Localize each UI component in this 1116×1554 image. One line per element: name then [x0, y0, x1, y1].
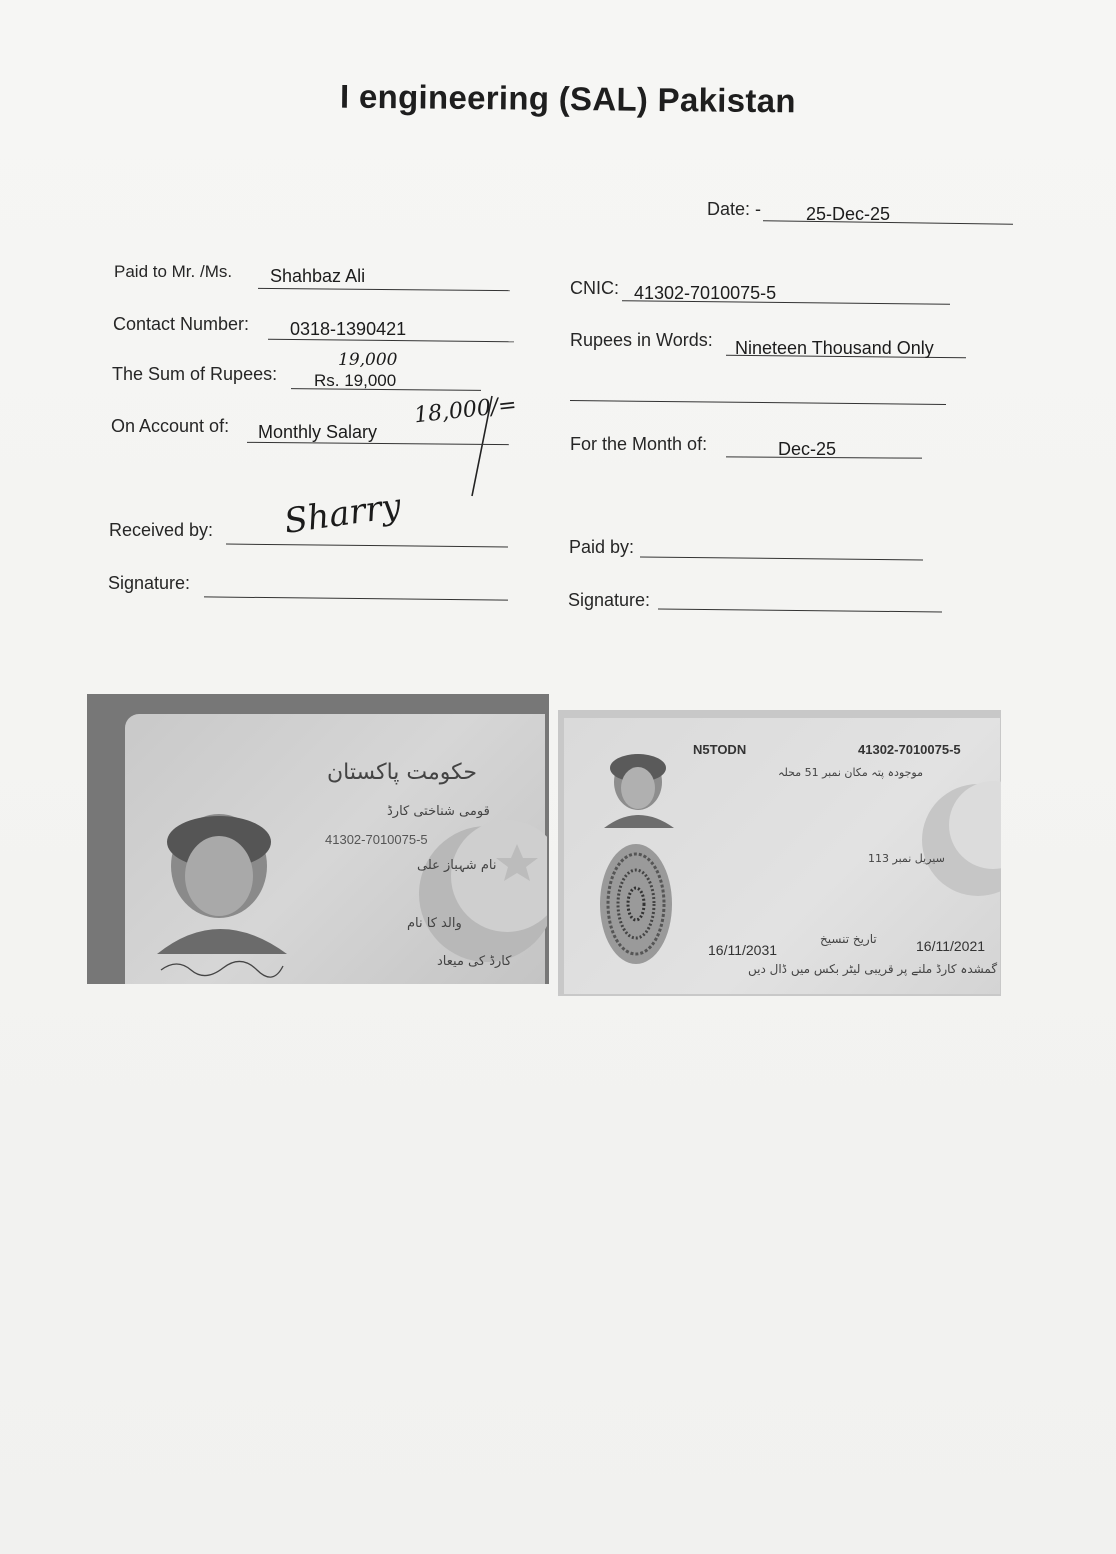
- signature-right-label: Signature:: [568, 590, 651, 610]
- id-back-issue: 16/11/2021: [916, 938, 986, 954]
- month-label: For the Month of:: [570, 434, 708, 454]
- date-label: Date: -: [707, 199, 762, 219]
- account-value: Monthly Salary: [258, 422, 378, 442]
- sum-value: Rs. 19,000: [314, 371, 397, 390]
- paid-by-label: Paid by:: [569, 537, 635, 557]
- id-back-footer: گمشدہ کارڈ ملنے پر قریبی لیٹر بکس میں ڈال دیں: [748, 962, 998, 976]
- received-by-label: Received by:: [109, 520, 214, 540]
- id-back-number: 41302-7010075-5: [858, 742, 961, 757]
- handwritten-slash: [466, 392, 496, 502]
- id-front-heading: حکومت پاکستان: [327, 760, 477, 785]
- cnic-label: CNIC:: [570, 278, 619, 298]
- id-front-line3: کارڈ کی میعاد: [437, 954, 512, 969]
- paid-to-value: Shahbaz Ali: [270, 266, 366, 286]
- account-label: On Account of:: [111, 416, 230, 436]
- rupees-words-label: Rupees in Words:: [570, 330, 713, 350]
- id-front-subheading: قومی شناختی کارڈ: [387, 804, 490, 819]
- rupees-words-value: Nineteen Thousand Only: [735, 338, 934, 358]
- received-signature: Sharry: [281, 486, 404, 542]
- page-title: I engineering (SAL) Pakistan: [339, 77, 797, 120]
- id-back-photo: [604, 748, 674, 828]
- id-front-holder-signature: [157, 956, 287, 978]
- id-back-expiry: 16/11/2031: [708, 942, 778, 958]
- id-back-crescent-emblem-icon: [888, 770, 1001, 920]
- received-by-underline: [226, 544, 508, 548]
- id-back-code: N5TODN: [693, 742, 747, 757]
- signature-right-underline: [658, 609, 942, 613]
- month-value: Dec-25: [778, 439, 837, 459]
- id-back-line2: سیریل نمبر 113: [868, 852, 945, 865]
- id-back-address: موجودہ پتہ مکان نمبر 51 محلہ: [778, 766, 923, 779]
- id-front-photo: [157, 804, 287, 954]
- sum-handwritten-correction: 19,000: [338, 350, 398, 370]
- paid-to-underline: [258, 288, 510, 291]
- id-front-number: 41302-7010075-5: [325, 832, 428, 847]
- rupees-words-second-line: [570, 400, 946, 405]
- id-card-front: [87, 694, 549, 984]
- id-front-line1: نام شہباز علی: [417, 858, 497, 873]
- id-front-line2: والد کا نام: [407, 916, 462, 931]
- id-card-back: [558, 710, 1001, 996]
- sum-label: The Sum of Rupees:: [112, 364, 278, 384]
- signature-left-underline: [204, 596, 508, 600]
- paid-by-underline: [640, 557, 923, 561]
- signature-left-label: Signature:: [108, 573, 191, 593]
- contact-label: Contact Number:: [113, 314, 250, 334]
- cnic-value: 41302-7010075-5: [634, 283, 777, 303]
- contact-value: 0318-1390421: [290, 319, 407, 339]
- paid-to-label: Paid to Mr. /Ms.: [114, 262, 233, 281]
- date-value: 25-Dec-25: [806, 204, 891, 224]
- id-back-expiry-label: تاریخ تنسیخ: [820, 932, 877, 946]
- sum-handwritten-note: 18,000/=: [412, 392, 518, 429]
- fingerprint-icon: [596, 840, 676, 968]
